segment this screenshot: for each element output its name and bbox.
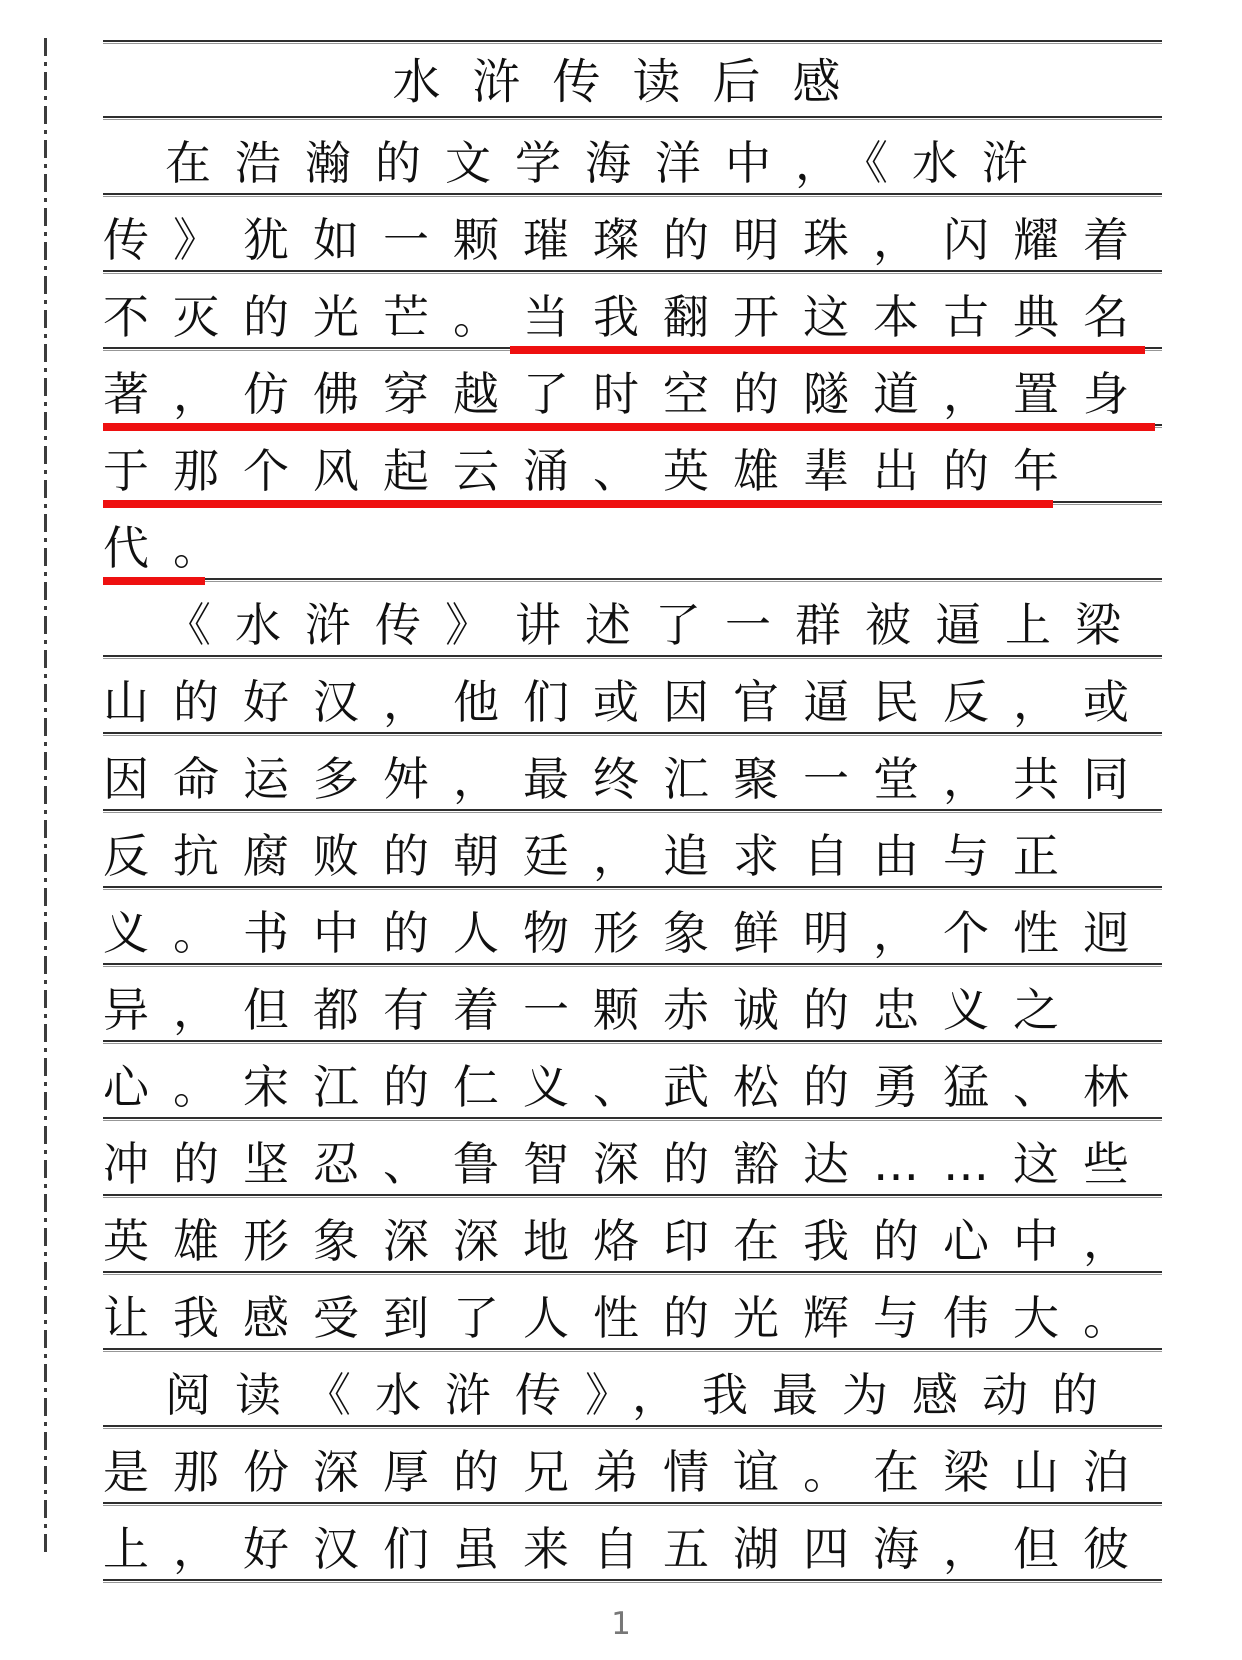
handwritten-line-13 [103, 1041, 1162, 1118]
line-text: 山的好汉，他们或因官逼民反，或 [103, 675, 1153, 729]
handwritten-line-5 [103, 425, 1162, 502]
line-text: 在浩瀚的文学海洋中，《水浒 [165, 136, 1052, 190]
line-text: 《水浒传》讲述了一群被逼上梁 [165, 598, 1145, 652]
line-text: 阅读《水浒传》，我最为感动的 [165, 1368, 1122, 1422]
handwritten-line-18 [103, 1426, 1162, 1503]
line-text: 著，仿佛穿越了时空的隧道，置身 [103, 367, 1153, 421]
line-text: 异，但都有着一颗赤诚的忠义之 [103, 983, 1083, 1037]
line-text: 传》犹如一颗璀璨的明珠，闪耀着 [103, 213, 1153, 267]
handwritten-line-4 [103, 348, 1162, 425]
handwritten-line-3 [103, 271, 1162, 348]
handwritten-line-12 [103, 964, 1162, 1041]
handwritten-line-2 [103, 194, 1162, 271]
handwritten-line-7 [103, 579, 1162, 656]
line-text: 上，好汉们虽来自五湖四海，但彼 [103, 1522, 1153, 1576]
handwritten-line-11 [103, 887, 1162, 964]
line-text: 冲的坚忍、鲁智深的豁达……这些 [103, 1137, 1153, 1191]
line-text: 不灭的光芒。当我翻开这本古典名 [103, 290, 1153, 344]
line-text: 反抗腐败的朝廷，追求自由与正 [103, 829, 1083, 883]
line-text: 因命运多舛，最终汇聚一堂，共同 [103, 752, 1153, 806]
line-text: 义。书中的人物形象鲜明，个性迥 [103, 906, 1153, 960]
page-number: 1 [611, 1606, 631, 1642]
line-text: 代。 [103, 521, 243, 575]
essay-title: 水浒传读后感 [392, 54, 873, 110]
handwritten-line-14 [103, 1118, 1162, 1195]
handwritten-line-6 [103, 502, 1162, 579]
left-dashed-edge [44, 38, 47, 1558]
line-text: 英雄形象深深地烙印在我的心中， [103, 1214, 1153, 1268]
line-text: 是那份深厚的兄弟情谊。在梁山泊 [103, 1445, 1153, 1499]
handwritten-line-17 [103, 1349, 1162, 1426]
handwritten-line-19 [103, 1503, 1162, 1580]
handwritten-line-1 [103, 117, 1162, 194]
handwritten-line-8 [103, 656, 1162, 733]
title-row [103, 40, 1162, 117]
ruled-line [103, 1579, 1162, 1584]
line-text: 于那个风起云涌、英雄辈出的年 [103, 444, 1083, 498]
handwritten-line-10 [103, 810, 1162, 887]
handwritten-line-15 [103, 1195, 1162, 1272]
ruled-sheet [103, 40, 1162, 1580]
handwritten-line-16 [103, 1272, 1162, 1349]
handwritten-line-9 [103, 733, 1162, 810]
line-text: 让我感受到了人性的光辉与伟大。 [103, 1291, 1153, 1345]
line-text: 心。宋江的仁义、武松的勇猛、林 [103, 1060, 1153, 1114]
handwritten-lines-container [103, 117, 1162, 1580]
